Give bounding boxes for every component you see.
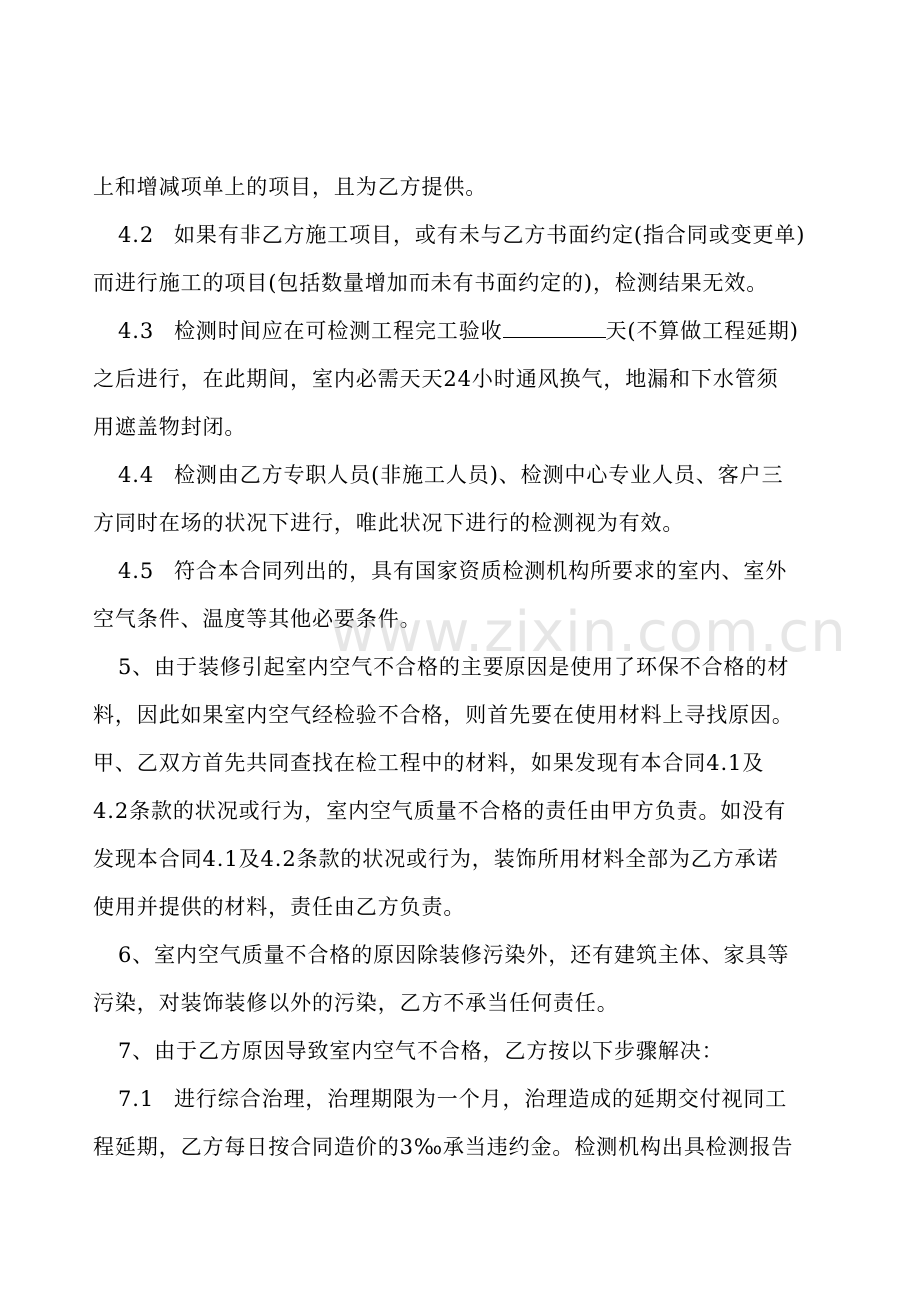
clause-text: 进行综合治理，治理期限为一个月，治理造成的延期交付视同工 bbox=[174, 1087, 788, 1111]
clause-text: 检测由乙方专职人员(非施工人员)、检测中心专业人员、客户三 bbox=[174, 463, 784, 487]
watermark: www.zixin.com.cn bbox=[330, 600, 847, 665]
clause-7-1 bbox=[118, 1084, 858, 1114]
clause-5: 5、由于装修引起室内空气不合格的主要原因是使用了环保不合格的材 bbox=[118, 655, 790, 679]
clause-4-3 bbox=[118, 316, 858, 346]
text-line: 发现本合同4.1及4.2条款的状况或行为，装饰所用材料全部为乙方承诺 bbox=[93, 847, 779, 871]
clause-7: 7、由于乙方原因导致室内空气不合格，乙方按以下步骤解决： bbox=[118, 1039, 724, 1063]
text-line: 4.2条款的状况或行为，室内空气质量不合格的责任由甲方负责。如没有 bbox=[93, 799, 787, 823]
clause-text: 如果有非乙方施工项目，或有未与乙方书面约定(指合同或变更单) bbox=[174, 223, 806, 247]
clause-text: 检测时间应在可检测工程完工验收 bbox=[174, 319, 503, 343]
text-line: 空气条件、温度等其他必要条件。 bbox=[93, 607, 422, 631]
clause-number: 7.1 bbox=[118, 1087, 155, 1111]
clause-number: 4.5 bbox=[118, 559, 155, 583]
clause-number: 4.4 bbox=[118, 463, 155, 487]
text-line: 而进行施工的项目(包括数量增加而未有书面约定的)，检测结果无效。 bbox=[93, 271, 769, 295]
text-line: 用遮盖物封闭。 bbox=[93, 415, 247, 439]
clause-4-5 bbox=[118, 556, 858, 586]
text-line: 使用并提供的材料，责任由乙方负责。 bbox=[93, 895, 466, 919]
clause-text: 符合本合同列出的，具有国家资质检测机构所要求的室内、室外 bbox=[174, 559, 788, 583]
text-line: 之后进行，在此期间，室内必需天天24小时通风换气，地漏和下水管须 bbox=[93, 367, 779, 391]
clause-4-4 bbox=[118, 460, 858, 490]
text-line: 污染，对装饰装修以外的污染，乙方不承当任何责任。 bbox=[93, 991, 619, 1015]
clause-6: 6、室内空气质量不合格的原因除装修污染外，还有建筑主体、家具等 bbox=[118, 943, 790, 967]
clause-text: 天(不算做工程延期) bbox=[605, 319, 799, 343]
text-line: 上和增减项单上的项目，且为乙方提供。 bbox=[93, 175, 488, 199]
text-line: 甲、乙双方首先共同查找在检工程中的材料，如果发现有本合同4.1及 bbox=[93, 751, 765, 775]
fill-in-blank bbox=[503, 317, 606, 338]
text-line: 料，因此如果室内空气经检验不合格，则首先要在使用材料上寻找原因。 bbox=[93, 703, 794, 727]
clause-4-2 bbox=[118, 220, 858, 250]
text-line: 方同时在场的状况下进行，唯此状况下进行的检测视为有效。 bbox=[93, 511, 685, 535]
clause-number: 4.2 bbox=[118, 223, 155, 247]
text-line: 程延期，乙方每日按合同造价的3‰承当违约金。检测机构出具检测报告 bbox=[93, 1135, 794, 1159]
clause-number: 4.3 bbox=[118, 319, 155, 343]
